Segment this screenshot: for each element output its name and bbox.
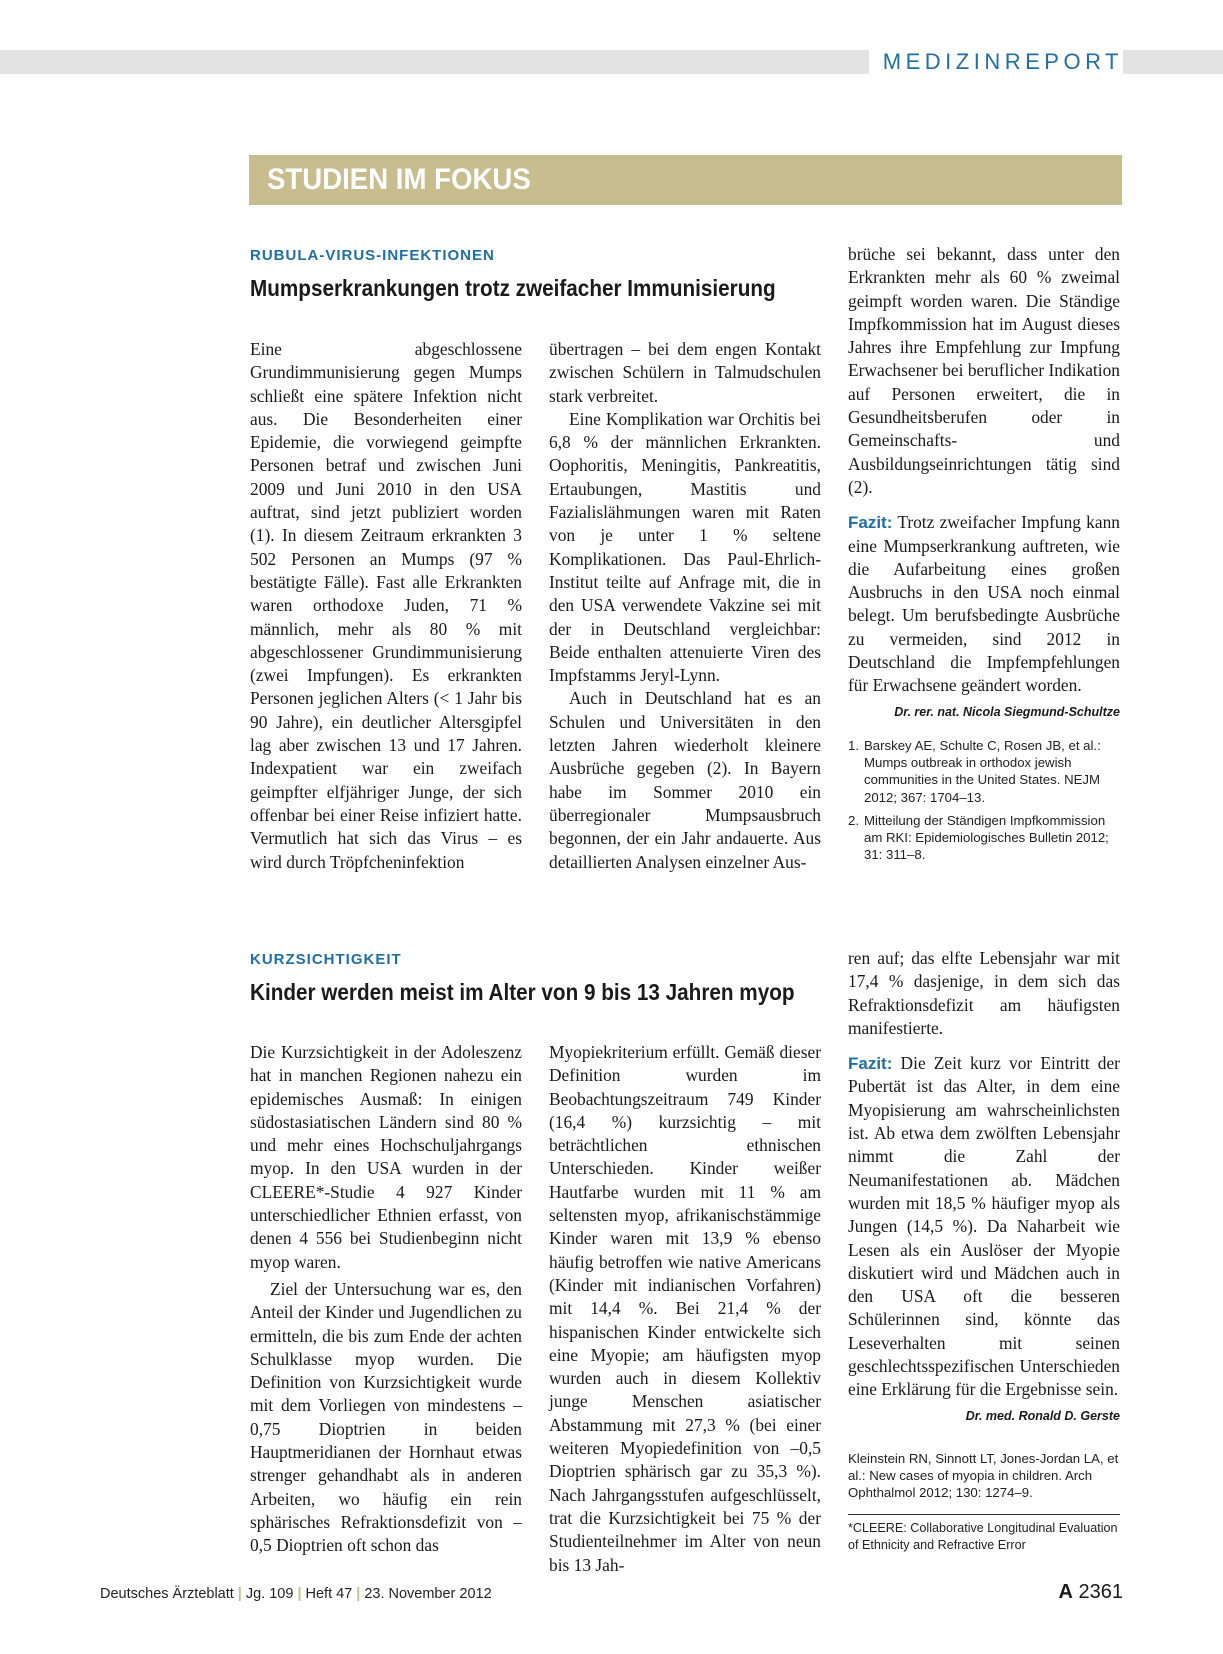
page-prefix: A xyxy=(1058,1581,1073,1603)
article1-col2-paragraph: Eine Komplikation war Orchitis bei 6,8 % der männlichen Erkrankten. Oophoritis, Meningitis, Pankreatitis, Ertaubungen, Mastitis und Fazialislähmungen waren mit Raten von je unter 1 % seltene Komplikationen. Das Paul-Ehrlich-Institut teilte auf Anfrage mit, die in den USA verwendete Vakzine sei mit der in Deutschland vergleichbar: Beide enthalten attenuierte Viren des Impfstamms Jeryl-Lynn. xyxy=(549,408,821,686)
article2-column-2 xyxy=(549,1041,821,1575)
author-byline: Dr. rer. nat. Nicola Siegmund-Schultze xyxy=(894,704,1120,719)
author-byline: Dr. med. Ronald D. Gerste xyxy=(965,1408,1120,1423)
reference-text: Barskey AE, Schulte C, Rosen JB, et al.: Mumps outbreak in orthodox jewish communities in the United States. NEJM 2012; 367: 1704–13. xyxy=(864,738,1101,805)
article1-col2-paragraph: übertragen – bei dem engen Kontakt zwischen Schülern in Talmudschulen stark verbreitet. xyxy=(549,339,821,406)
article1-col2-paragraph: Auch in Deutschland hat es an Schulen und Universitäten in den letzten Jahren wiederholt kleinere Ausbrüche gegeben (2). In Bayern habe im Sommer 2010 ein überregionaler Mumpsausbruch begonnen, der ein Jahr andauerte. Aus detaillierten Analysen einzelner Aus- xyxy=(549,688,821,872)
article2-fazit xyxy=(848,1052,1120,1423)
article1-column-2 xyxy=(549,338,821,880)
article2-col1-paragraph: Ziel der Untersuchung war es, den Anteil der Kinder und Jugendlichen zu ermitteln, die bis zum Ende der achten Schulklasse myop wurden. Die Definition von Kurzsichtigkeit wurde mit dem Vorliegen von mindestens –0,75 Dioptrien in beiden Hauptmeridianen der Hornhaut etwas strenger gehandhabt als in anderen Arbeiten, wo häufig ein rein sphärisches Refraktionsdefizit von –0,5 Dioptrien oft schon das xyxy=(250,1278,522,1556)
article1-column-1 xyxy=(250,338,522,880)
reference-text: Kleinstein RN, Sinnott LT, Jones-Jordan LA, et al.: New cases of myopia in children. Arch Ophthalmol 2012; 130: 1274–9. xyxy=(848,1451,1119,1501)
article2-column-3 xyxy=(848,947,1120,1442)
article1-headline: Mumpserkrankungen trotz zweifacher Immunisierung xyxy=(250,275,776,301)
article1-column-3 xyxy=(848,243,1120,719)
fazit-text: Trotz zweifacher Impfung kann eine Mumpserkrankung auftreten, wie die Aufarbeitung eines großen Ausbruchs in den USA noch einmal belegt. Um berufsbedingte Ausbrüche zu vermeiden, sind 2012 in Deutschland die Impfempfehlungen für Erwachsene geändert worden. xyxy=(848,512,1120,696)
footer-separator: | xyxy=(297,1586,302,1602)
issue-date: 23. November 2012 xyxy=(364,1586,492,1602)
page-number xyxy=(1058,1581,1123,1604)
article2-footnote xyxy=(848,1520,1120,1553)
reference-item xyxy=(848,737,1120,806)
fazit-label: Fazit: xyxy=(848,1054,893,1074)
page-footer xyxy=(100,1586,492,1602)
section-banner xyxy=(249,155,1122,205)
article1-col3-paragraph: brüche sei bekannt, dass unter den Erkrankten mehr als 60 % zweimal geimpft worden waren. Die Ständige Impfkommission hat im August dieses Jahres ihre Empfehlung zur Impfung Erwachsener bei beruflicher Indikation auf Personen erweitert, die in Gesundheitsberufen oder in Gemeinschafts- und Ausbildungseinrichtungen tätig sind (2). xyxy=(848,244,1120,497)
page-number-value: 2361 xyxy=(1078,1581,1123,1603)
article2-headline: Kinder werden meist im Alter von 9 bis 13 Jahren myop xyxy=(250,979,795,1005)
footnote-text: *CLEERE: Collaborative Longitudinal Evaluation of Ethnicity and Refractive Error xyxy=(848,1521,1118,1552)
reference-number: 2. xyxy=(848,812,859,828)
article2-col3-paragraph: ren auf; das elfte Lebensjahr war mit 17,4 % dasjenige, in dem sich das Refraktionsdefizit am häufigsten manifestierte. xyxy=(848,948,1120,1038)
article1-references xyxy=(848,737,1120,869)
section-label: MEDIZINREPORT xyxy=(869,47,1123,77)
reference-text: Mitteilung der Ständigen Impfkommission am RKI: Epidemiologisches Bulletin 2012; 31: 311–8. xyxy=(864,812,1109,863)
article2-col2-text: Myopiekriterium erfüllt. Gemäß dieser Definition wurden im Beobachtungszeitraum 749 Kinder (16,4 %) kurzsichtig – mit beträchtlichen ethnischen Unterschieden. Kinder weißer Hautfarbe wurden mit 11 % am seltensten myop, afrikanischstämmige Kinder waren mit 13,9 % ebenso häufig betroffen wie native Americans (Kinder mit indianischen Vorfahren) mit 14,4 %. Bei 21,4 % der hispanischen Kinder entwickelte sich eine Myopie; am häufigsten myop wurden auch in diesem Kollektiv junge Menschen asiatischer Abstammung mit 27,3 % (bei einer weiteren Myopiedefinition von –0,5 Dioptrien sphärisch gar zu 35,3 %). Nach Jahrgangsstufen aufgeschlüsselt, trat die Kurzsichtigkeit bei 75 % der Studienteilnehmer im Alter von neun bis 13 Jah- xyxy=(549,1042,821,1575)
journal-volume: Jg. 109 xyxy=(245,1586,294,1602)
banner-title: STUDIEN IM FOKUS xyxy=(267,163,531,196)
footer-separator: | xyxy=(356,1586,361,1602)
footer-separator: | xyxy=(237,1586,242,1602)
article1-kicker: RUBULA-VIRUS-INFEKTIONEN xyxy=(250,247,495,264)
article2-column-1 xyxy=(250,1041,522,1555)
fazit-label: Fazit: xyxy=(848,513,893,533)
fazit-text: Die Zeit kurz vor Eintritt der Pubertät ist das Alter, in dem eine Myopisierung am wahrscheinlichsten ist. Ab etwa dem zwölften Lebensjahr nimmt die Zahl der Neumanifestationen ab. Mädchen wurden mit 18,5 % häufiger myop als Jungen (14,5 %). Da Naharbeit wie Lesen als ein Auslöser der Myopie diskutiert wird und Mädchen auch in den USA oft die besseren Schülerinnen sind, könnte das Leseverhalten mit seinen geschlechtsspezifischen Unterschieden eine Erklärung für die Ergebnisse sein. xyxy=(848,1053,1120,1400)
journal-name: Deutsches Ärzteblatt xyxy=(100,1586,234,1602)
article2-reference xyxy=(848,1450,1120,1502)
reference-item xyxy=(848,812,1120,864)
article1-fazit xyxy=(848,511,1120,719)
article2-col1-paragraph: Die Kurzsichtigkeit in der Adoleszenz hat in manchen Regionen nahezu ein epidemisches Ausmaß: In einigen südostasiatischen Ländern sind 80 % und mehr eines Hochschuljahrgangs myop. In den USA wurden in der CLEERE*-Studie 4 927 Kinder unterschiedlicher Ethnien erfasst, von denen 4 556 bei Studienbeginn nicht myop waren. xyxy=(250,1042,522,1272)
article2-kicker: KURZSICHTIGKEIT xyxy=(250,951,402,968)
article1-col1-text: Eine abgeschlossene Grundimmunisierung gegen Mumps schließt eine spätere Infektion nicht aus. Die Besonderheiten einer Epidemie, die vorwiegend geimpfte Personen betraf und zwischen Juni 2009 und Juni 2010 in den USA auftrat, sind jetzt publiziert worden (1). In diesem Zeitraum erkrankten 3 502 Personen an Mumps (97 % bestätigte Fälle). Fast alle Erkrankten waren orthodoxe Juden, 71 % männlich, mehr als 80 % mit abgeschlossener Grundimmunisierung (zwei Impfungen). Es erkrankten Personen jeglichen Alters (< 1 Jahr bis 90 Jahre), ein deutlicher Altersgipfel lag aber zwischen 13 und 17 Jahren. Indexpatient war ein zweifach geimpfter elfjähriger Junge, der sich offenbar bei einer Reise infiziert hatte. Vermutlich hat sich das Virus – es wird durch Tröpfcheninfektion xyxy=(250,339,522,872)
reference-number: 1. xyxy=(848,738,859,753)
footnote-divider xyxy=(848,1514,1120,1515)
journal-issue: Heft 47 xyxy=(305,1586,353,1602)
